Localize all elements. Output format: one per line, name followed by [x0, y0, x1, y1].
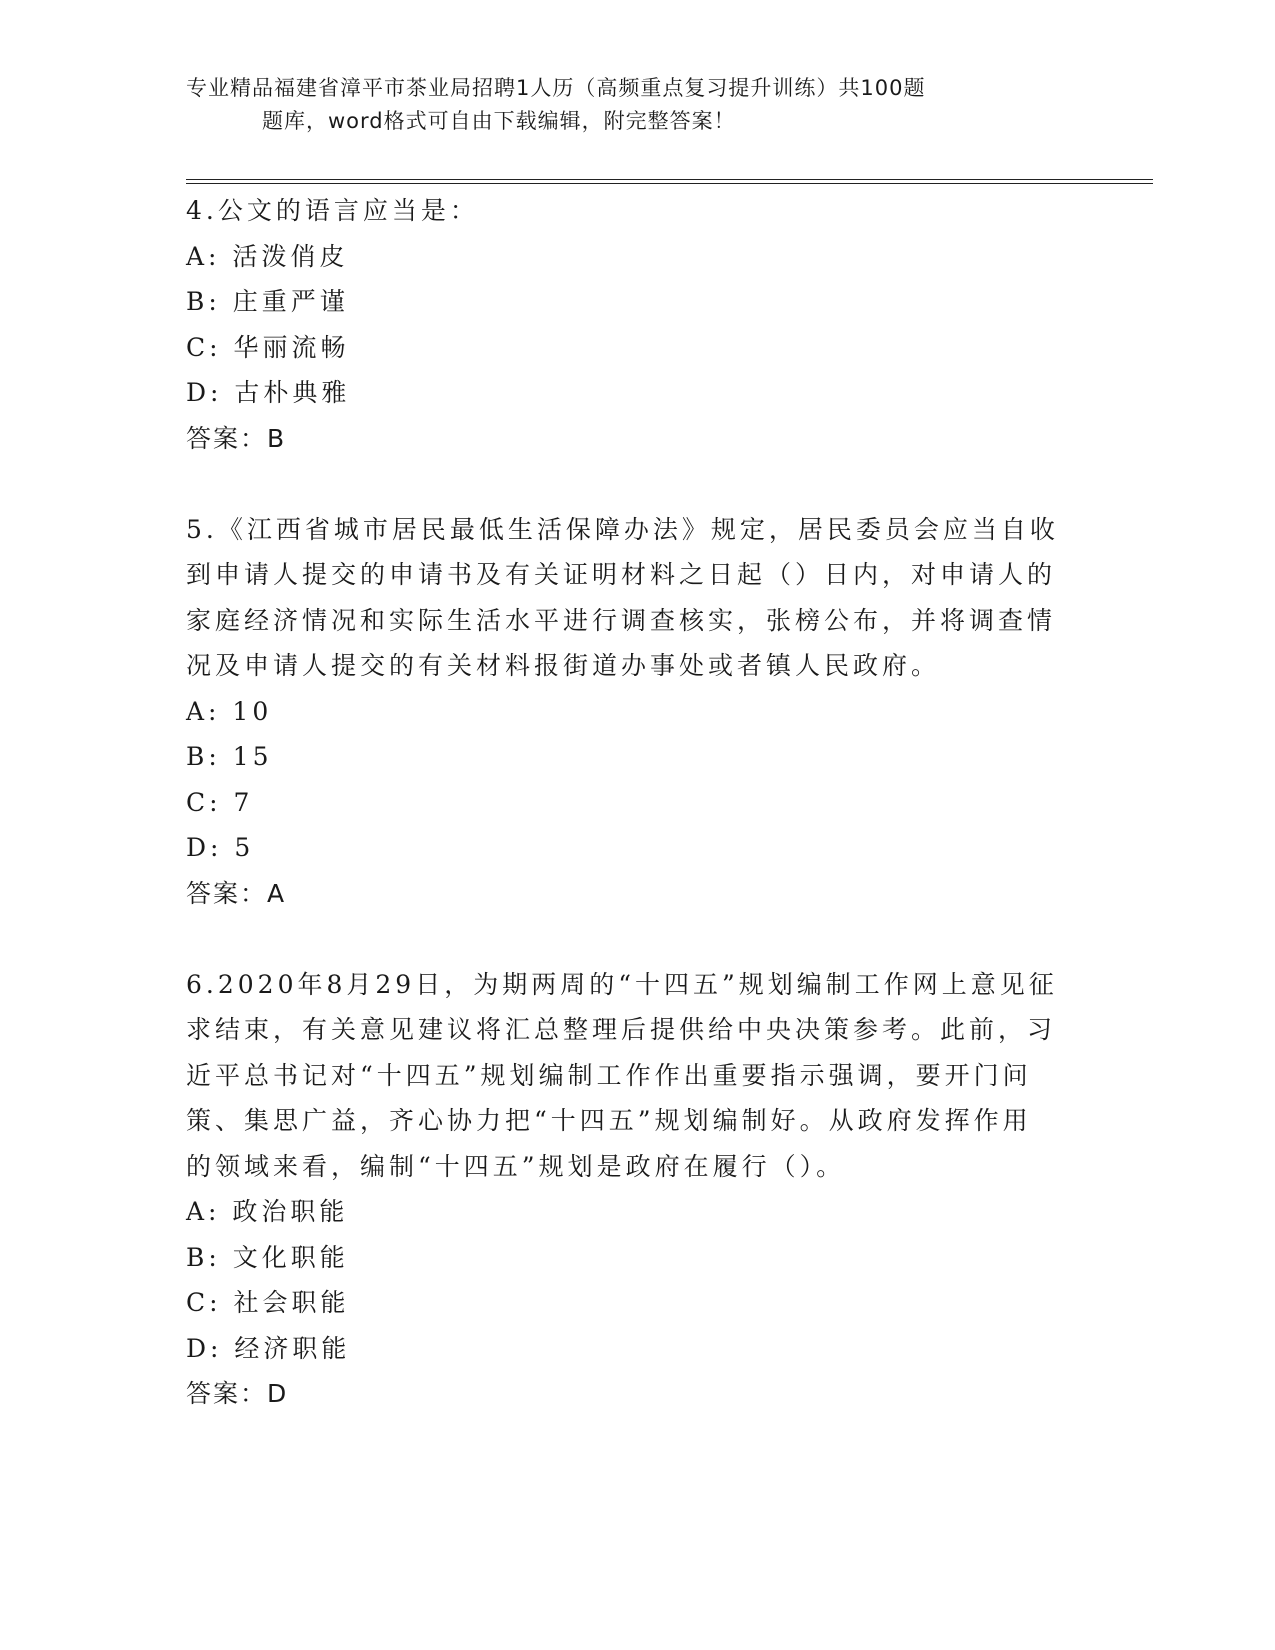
header-title-line2: 题库，word格式可自由下载编辑，附完整答案！ — [262, 109, 736, 133]
question-text-line: 策、集思广益，齐心协力把“十四五”规划编制好。从政府发挥作用 — [186, 1106, 1032, 1135]
question-4 — [186, 188, 1086, 461]
question-text-line: 求结束，有关意见建议将汇总整理后提供给中央决策参考。此前，习 — [186, 1015, 1057, 1044]
option-d: D: 古朴典雅 — [186, 378, 351, 407]
question-text-line: 家庭经济情况和实际生活水平进行调查核实，张榜公布，并将调查情 — [186, 605, 1057, 635]
question-text-line: 到申请人提交的申请书及有关证明材料之日起（）日内，对申请人的 — [186, 560, 1057, 589]
question-6 — [186, 962, 1086, 1417]
option-c: C: 7 — [186, 787, 254, 817]
question-spacer — [186, 461, 1086, 507]
question-text-line: 4.公文的语言应当是： — [186, 196, 479, 225]
question-spacer — [186, 916, 1086, 962]
option-a: A: 活泼俏皮 — [186, 241, 349, 271]
option-d: D: 经济职能 — [186, 1333, 351, 1363]
question-text-line: 况及申请人提交的有关材料报街道办事处或者镇人民政府。 — [186, 651, 941, 680]
question-text-line: 的领域来看，编制“十四五”规划是政府在履行（）。 — [186, 1151, 846, 1181]
option-a: A: 10 — [186, 696, 273, 726]
header-divider-bottom — [186, 183, 1153, 184]
answer-line: 答案：A — [186, 878, 287, 908]
option-b: B: 文化职能 — [186, 1242, 349, 1272]
document-header — [186, 72, 1036, 138]
option-c: C: 社会职能 — [186, 1288, 350, 1317]
option-d: D: 5 — [186, 833, 255, 862]
option-b: B: 庄重严谨 — [186, 287, 349, 316]
option-b: B: 15 — [186, 742, 273, 771]
option-c: C: 华丽流畅 — [186, 332, 350, 362]
answer-line: 答案：D — [186, 1379, 289, 1408]
question-list — [186, 188, 1086, 1417]
question-text-line: 6.2020年8月29日，为期两周的“十四五”规划编制工作网上意见征 — [186, 969, 1058, 999]
question-text-line: 5.《江西省城市居民最低生活保障办法》规定，居民委员会应当自收 — [186, 514, 1059, 544]
question-5 — [186, 507, 1086, 917]
header-divider-top — [186, 179, 1153, 180]
option-a: A: 政治职能 — [186, 1197, 349, 1226]
question-text-line: 近平总书记对“十四五”规划编制工作作出重要指示强调，要开门问 — [186, 1060, 1032, 1090]
header-title-line1: 专业精品福建省漳平市茶业局招聘1人历（高频重点复习提升训练）共100题 — [186, 76, 926, 100]
answer-line: 答案：B — [186, 423, 287, 453]
